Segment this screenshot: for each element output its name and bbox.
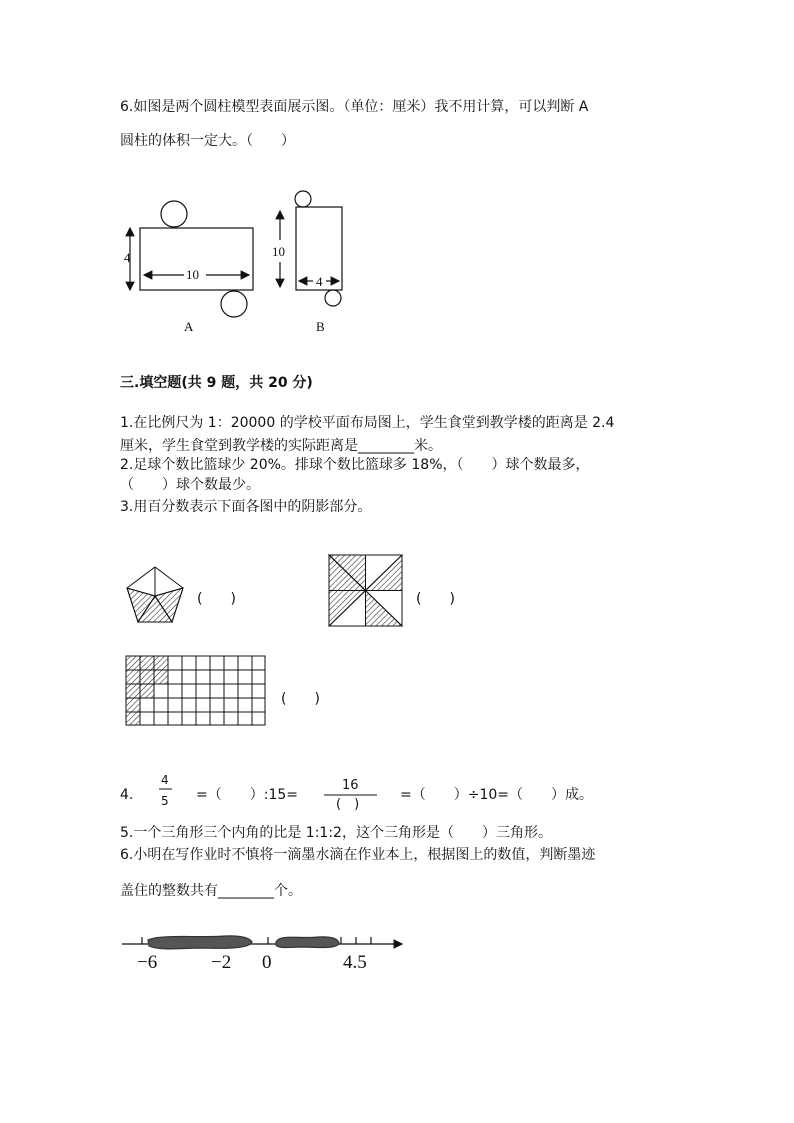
cylinder-b-bottom-circle bbox=[325, 290, 341, 306]
cylinder-a-net bbox=[130, 201, 253, 317]
q5-text: 5.一个三角形三个内角的比是 1:1:2，这个三角形是（ ）三角形。 bbox=[120, 825, 552, 841]
grid-figure bbox=[126, 656, 265, 725]
cylinder-b-label: B bbox=[316, 319, 325, 334]
q4-fraction2-numerator: 16 bbox=[342, 778, 359, 793]
tick-label-4-5: 4.5 bbox=[343, 952, 367, 973]
square-figure bbox=[329, 555, 402, 626]
q2-line2: （ ）球个数最少。 bbox=[120, 477, 260, 493]
q4-part2: =（ ）÷10=（ ）成。 bbox=[400, 787, 594, 803]
cylinder-a-top-circle bbox=[161, 201, 187, 227]
q6-judge-line2: 圆柱的体积一定大。（ ） bbox=[120, 133, 295, 149]
cylinder-a-height-label: 4 bbox=[124, 250, 131, 265]
number-line bbox=[122, 936, 402, 949]
ink-blot-right bbox=[276, 937, 339, 948]
q4-number: 4. bbox=[120, 787, 134, 803]
tick-label-neg2: −2 bbox=[211, 952, 232, 973]
section-heading: 三.填空题(共 9 题，共 20 分) bbox=[120, 375, 313, 391]
q6-fill-line2: 盖住的整数共有________个。 bbox=[120, 883, 302, 899]
cylinder-b-net bbox=[280, 191, 342, 306]
q1-line2: 厘米，学生食堂到教学楼的实际距离是________米。 bbox=[120, 438, 442, 454]
cylinder-a-bottom-circle bbox=[221, 291, 247, 317]
q3-grid-blank: ( ) bbox=[281, 691, 320, 707]
q3-pentagon-blank: ( ) bbox=[197, 591, 236, 607]
cylinder-b-height-label: 10 bbox=[272, 244, 285, 259]
q4-fraction-numerator: 4 bbox=[161, 773, 169, 787]
q6-fill-line1: 6.小明在写作业时不慎将一滴墨水滴在作业本上，根据图上的数值，判断墨迹 bbox=[120, 847, 596, 863]
tick-label-neg6: −6 bbox=[137, 952, 158, 973]
q1-line1: 1.在比例尺为 1：20000 的学校平面布局图上，学生食堂到教学楼的距离是 2.4 bbox=[120, 415, 615, 431]
q6-judge-line1: 6.如图是两个圆柱模型表面展示图。（单位：厘米）我不用计算，可以判断 A bbox=[120, 99, 589, 115]
cylinder-a-label: A bbox=[184, 319, 194, 334]
q4-part1: =（ ）:15= bbox=[196, 787, 298, 803]
pentagon-figure bbox=[127, 567, 183, 622]
cylinder-b-top-circle bbox=[295, 191, 311, 207]
q3-square-blank: ( ) bbox=[416, 591, 455, 607]
q3-text: 3.用百分数表示下面各图中的阴影部分。 bbox=[120, 499, 372, 515]
cylinder-b-width-label: 4 bbox=[316, 274, 323, 289]
ink-blot-left bbox=[148, 936, 252, 949]
q4-fraction2-denominator: ( ) bbox=[336, 797, 360, 812]
tick-label-0: 0 bbox=[262, 952, 272, 973]
q4-fraction-denominator: 5 bbox=[161, 794, 169, 808]
q2-line1: 2.足球个数比篮球少 20%。排球个数比篮球多 18%，（ ）球个数最多， bbox=[120, 457, 590, 473]
cylinder-a-width-label: 10 bbox=[186, 267, 199, 282]
